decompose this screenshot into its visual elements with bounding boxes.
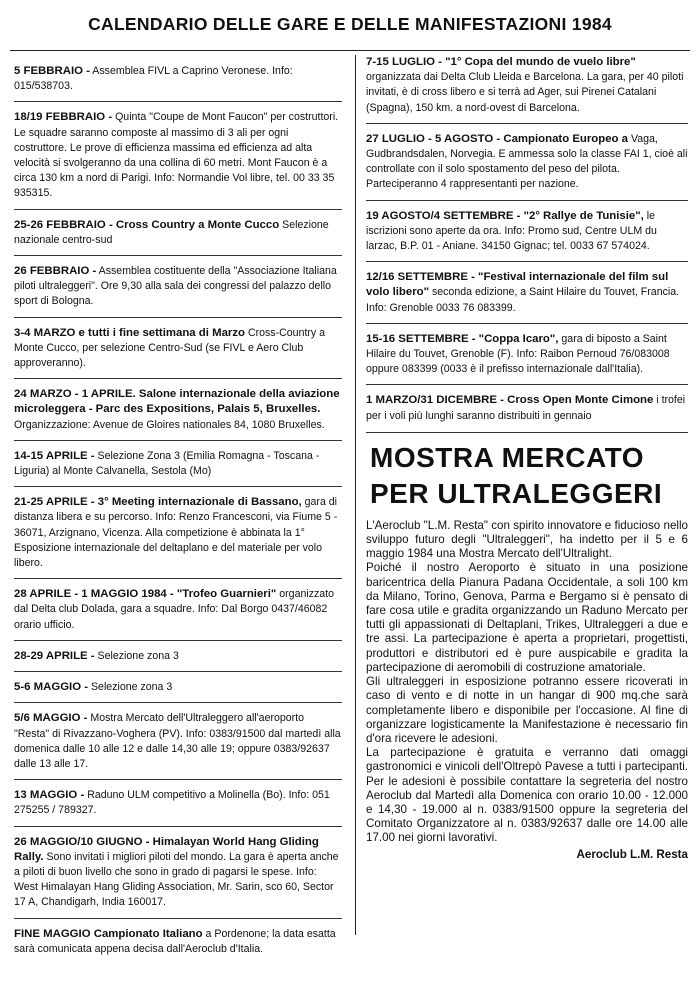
entry-text: organizzato dal Delta club Dolada, gara a squadre. Info: Dal Borgo 0437/46082 orario ufficio. [14, 588, 335, 631]
left-column [14, 64, 342, 957]
mostra-section [366, 441, 688, 861]
mostra-title-line-2: PER ULTRALEGGERI [370, 477, 663, 509]
entry-heading: 27 LUGLIO - 5 AGOSTO - Campionato Europeo a [366, 132, 629, 145]
calendar-entry [14, 326, 342, 372]
entry-heading: 15-16 SETTEMBRE - "Coppa Icaro", [366, 332, 559, 345]
calendar-entry [14, 587, 342, 633]
calendar-entry [14, 387, 342, 433]
entry-divider [14, 826, 342, 827]
entry-heading: 5 FEBBRAIO - [14, 65, 90, 77]
entry-divider [366, 123, 688, 124]
entry-heading: 1 MARZO/31 DICEMBRE - Cross Open Monte Cimone [366, 394, 654, 407]
entry-text: Selezione zona 3 [88, 681, 173, 694]
entry-text: le iscrizioni sono aperte da ora. Info: Promo sud, Centre ULM du larzac, B.P. 01 - Aniane. 34150 Gignac; tel. 0033 67 574024. [366, 209, 657, 253]
entry-text: organizzata dai Delta Club Lleida e Barcelona. La gara, per 40 piloti invitati, è di cross libero e si terrà ad Ager, sui Pirenei Catalani (Spagna), 150 km. a nord-ovest di Barcelona. [366, 71, 684, 114]
calendar-entry [14, 788, 342, 818]
entry-text: gara di distanza libera e su percorso. Info: Renzo Francesconi, via Fiume 5 - 36071, Arzignano, Vicenza. Alla competizione è abbinata la 1° Esposizione internazionale del deltaplano e del materiale per volo libero. [14, 496, 338, 570]
entry-text: Cross-Country a Monte Cucco, per selezione Centro-Sud (se FIVL e Aero Club approveranno). [14, 326, 326, 370]
entry-text: Assemblea costituente della "Associazione Italiana piloti ultraleggeri". Ore 9,30 alla sala dei congressi del palazzo dello sport di Bologna. [14, 265, 337, 308]
entry-heading: 18/19 FEBBRAIO - [14, 111, 113, 124]
entry-text: Quinta "Coupe de Mont Faucon" per costruttori. Le squadre saranno composte al massimo di 3 ali per ogni costruttore. Le prove di efficienza massima ed efficienza ad alta velocità si svolgeranno da una collina di 60 metri. Mont Faucon è a circa 130 km a nord di Parigi. Info: Normandie Vol libre, tel. 00 33 35 935315. [14, 111, 339, 200]
calendar-entry [366, 393, 688, 423]
entry-text: a Pordenone; la data esatta sarà comunicata appena decisa dall'Aeroclub d'Italia. [14, 927, 336, 955]
entry-text: Selezione nazionale centro-sud [14, 218, 329, 246]
calendar-entry [366, 55, 688, 116]
entry-heading: 19 AGOSTO/4 SETTEMBRE - "2° Rallye de Tunisie", [366, 209, 644, 222]
entry-divider [366, 323, 688, 324]
entry-heading: 28 APRILE - 1 MAGGIO 1984 - "Trofeo Guarnieri" [14, 588, 277, 601]
calendar-entry [14, 680, 342, 695]
section-divider [366, 432, 688, 433]
entry-divider [14, 779, 342, 780]
entry-heading: 3-4 MARZO e tutti i fine settimana di Marzo [14, 326, 245, 339]
entry-heading: 13 MAGGIO - [14, 789, 85, 802]
entry-divider [14, 640, 342, 641]
entry-heading: 28-29 APRILE - [14, 649, 95, 662]
calendar-entry [366, 332, 688, 378]
entry-divider [14, 702, 342, 703]
entry-divider [14, 101, 342, 102]
calendar-entry [14, 64, 342, 94]
page-title: CALENDARIO DELLE GARE E DELLE MANIFESTAZIONI 1984 [88, 14, 612, 34]
calendar-entry [14, 495, 342, 571]
entry-heading: FINE MAGGIO Campionato Italiano [14, 927, 203, 940]
mostra-signature: Aeroclub L.M. Resta [576, 847, 688, 861]
entry-text: Organizzazione: Avenue de Gloires nationales 84, 1080 Bruxelles. [14, 418, 325, 431]
entry-heading: 5/6 MAGGIO - [14, 712, 88, 725]
calendar-entry [14, 110, 342, 201]
entry-text: seconda edizione, a Saint Hilaire du Touvet, Francia. Info: Grenoble 0033 76 083399. [366, 286, 680, 314]
calendar-entry [14, 711, 342, 772]
calendar-entry [366, 270, 688, 316]
title-rule [10, 50, 690, 51]
entry-divider [14, 209, 342, 210]
calendar-entry [366, 132, 688, 193]
entry-divider [366, 384, 688, 385]
entry-heading: 26 MAGGIO/10 GIUGNO - Himalayan World Hang Gliding Rally. [14, 835, 319, 863]
entry-text: Assemblea FIVL a Caprino Veronese. Info: 015/538703. [14, 65, 293, 93]
entry-text: gara di biposto a Saint Hilaire du Touvet, Grenoble (F). Info: Raibon Pernoud 76/083008 oppure 083399 (0033 è il prefisso internazionale dall'Italia). [366, 332, 670, 376]
entry-heading: 24 MARZO - 1 APRILE. Salone internazionale della aviazione microleggera - Parc des Expositions, Palais 5, Bruxelles. [14, 388, 340, 416]
mostra-paragraph: Poiché il nostro Aeroporto è situato in una posizione baricentrica della Pianura Padana Occidentale, a soli 100 km da Milano, Torino, Genova, Parma e Bergamo si è pensato di fare cosa utile e gradita organizzando un Raduno Mercato per tutti gli appassionati di Deltaplani, Trikes, Ultraleggeri a due e tre assi. La partecipazione è aperta a proprietari, progettisti, produttori e distributori ed è pure auspicabile e gradita la partecipazione di aeromobili di costruzione amatoriale. [366, 561, 688, 674]
calendar-entry [14, 835, 342, 911]
calendar-entry [14, 649, 342, 664]
calendar-entry [14, 449, 342, 479]
mostra-paragraph: La partecipazione è gratuita e verranno dati omaggi gastronomici e vinicoli dell'Oltrepò Pavese a tutti i partecipanti. Per le adesioni è possibile contattare la segreteria del nostro Aeroclub dal Martedì alla Domenica con orario 10.00 - 12.000 e 14,30 - 19.000 al n. 0383/91500 oppure la segreteria del Comitato Organizzatore al n. 0383/92637 dalle ore 14.00 alle 17.00 nei giorni lavorativi. [366, 746, 688, 845]
entry-text: Raduno ULM competitivo a Molinella (Bo). Info: 051 275255 / 789327. [14, 789, 330, 817]
column-divider [355, 55, 356, 935]
entry-text: Selezione zona 3 [94, 649, 179, 662]
mostra-title-line-1: MOSTRA MERCATO [370, 441, 645, 473]
entry-text: i trofei per i voli più lunghi saranno distribuiti in gennaio [366, 394, 686, 422]
entry-divider [366, 200, 688, 201]
mostra-body [366, 519, 688, 846]
entry-heading: 7-15 LUGLIO - "1° Copa del mundo de vuelo libre" [366, 56, 636, 68]
entry-divider [14, 671, 342, 672]
entry-heading: 14-15 APRILE - [14, 449, 95, 462]
entry-text: Mostra Mercato dell'Ultraleggero all'aeroporto "Resta" di Rivazzano-Voghera (PV). Info: 0383/91500 dal martedì alla domenica dalle 10 alle 12 e dalle 14,30 alle 19; oppure 0383/92637 dalle 13 alle 17. [14, 712, 341, 770]
calendar-entry [14, 927, 342, 957]
calendar-entry [14, 218, 342, 248]
entry-heading: 12/16 SETTEMBRE - "Festival internazionale del film sul volo libero" [366, 271, 669, 299]
entry-divider [14, 486, 342, 487]
entry-divider [366, 261, 688, 262]
entry-divider [14, 378, 342, 379]
mostra-paragraph: L'Aeroclub "L.M. Resta" con spirito innovatore e fiducioso nello sviluppo futuro degli "Ultraleggeri", ha indetto per il 5 e 6 maggio 1984 una Mostra Mercato dell'Ultralight. [366, 518, 688, 561]
entry-divider [14, 578, 342, 579]
entry-heading: 25-26 FEBBRAIO - Cross Country a Monte Cucco [14, 218, 280, 231]
entry-text: Vaga, Gudbrandsdalen, Norvegia. E ammessa solo la classe FAI 1, cioè ali controllate con il solo spostamento del peso del pilota. Parteciperanno 4 rappresentanti per nazione. [366, 132, 688, 191]
entry-text: Selezione Zona 3 (Emilia Romagna - Toscana - Liguria) al Monte Calvanella, Sestola (Mo) [14, 449, 320, 478]
right-events [366, 55, 688, 424]
entry-divider [14, 918, 342, 919]
entry-heading: 26 FEBBRAIO - [14, 265, 97, 278]
entry-divider [14, 317, 342, 318]
entry-text: Sono invitati i migliori piloti del mondo. La gara è aperta anche a piloti di buon livello che sono in grado di pagarsi le spese. Info: West Himalayan Hang Gliding Association, Mr. Sarin, sco 60, Sector 17 A, Chandigarh, India 160017. [14, 850, 339, 909]
calendar-entry [366, 209, 688, 255]
entry-heading: 21-25 APRILE - 3° Meeting internazionale di Bassano, [14, 496, 302, 509]
entry-divider [14, 255, 342, 256]
right-column [366, 55, 688, 861]
entry-heading: 5-6 MAGGIO - [14, 681, 89, 694]
entry-divider [14, 440, 342, 441]
mostra-paragraph: Gli ultraleggeri in esposizione potranno essere ricoverati in caso di vento e di notte in un hangar di 900 mq.che sarà completamente libero e disponibile per l'occasione. Al fine di organizzare logisticamente la Manifestazione è necessario fin d'ora ricevere le adesioni. [366, 675, 688, 745]
calendar-entry [14, 264, 342, 310]
